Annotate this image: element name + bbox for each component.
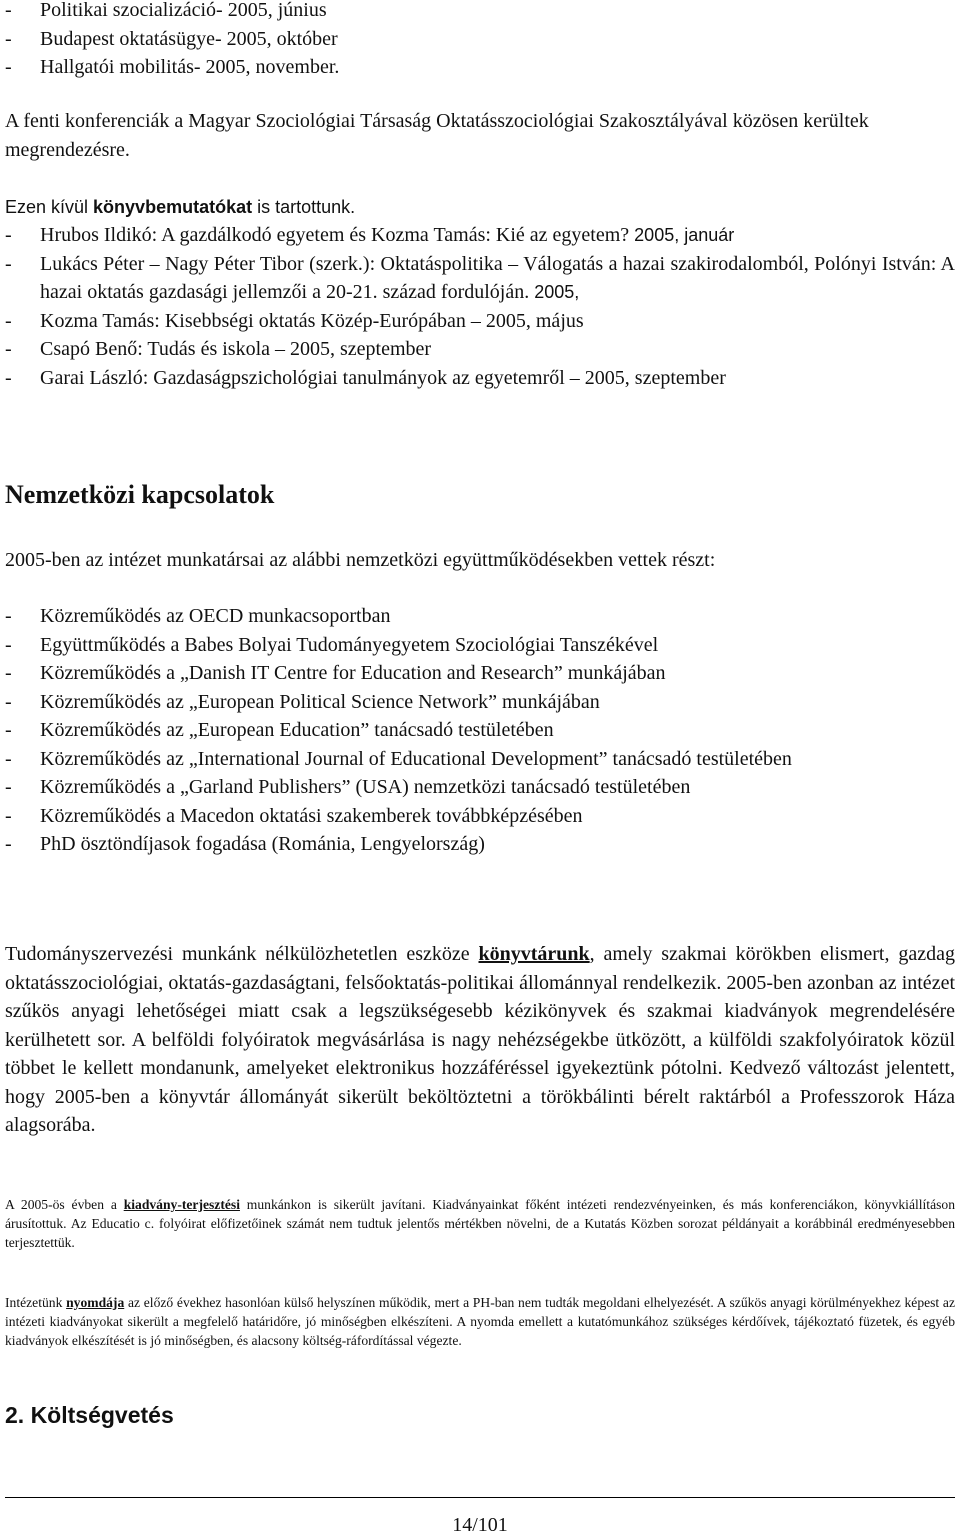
list-item: - Lukács Péter – Nagy Péter Tibor (szerk.): Oktatáspolitika – Válogatás a hazai szakirodalomból, Polónyi István: A hazai oktatás gazdasági jellemzői a 20-21. század fordulóján. 2005, — [5, 252, 955, 303]
page-number: 14/101 — [452, 1514, 508, 1536]
list-item: - PhD ösztöndíjasok fogadása (Románia, Lengyelország) — [5, 833, 485, 855]
list-item: - Közreműködés a Macedon oktatási szakemberek továbbképzésében — [5, 804, 583, 827]
conference-paragraph: A fenti konferenciák a Magyar Szociológiai Társaság Oktatásszociológiai Szakosztályával közösen kerültek megrendezésre. — [5, 110, 869, 161]
list-item: - Hrubos Ildikó: A gazdálkodó egyetem és Kozma Tamás: Kié az egyetem? 2005, január — [5, 224, 735, 246]
library-paragraph: Tudományszervezési munkánk nélkülözhetetlen eszköze könyvtárunk, amely szakmai körökben elismert, gazdag oktatásszociológiai, oktatás-gazdaságtani, felsőoktatás-politikai állománnyal rendelkezik. 2005-ben azonban az intézet szűkös anyagi lehetőségei miatt csak a legszükségesebb kézikönyvek és szakmai kiadványok megrendelésére kerülhetett sor. A belföldi folyóiratok megvásárlása is nagy nehézségekbe ütközött, a külföldi szakfolyóiratok közül többet le kellett mondanunk, amelyeket elektronikus hozzáféréssel igyekeztünk pótolni. Kedvező változást jelentett, hogy 2005-ben a könyvtár állományát sikerült beköltöztetni a törökbálinti bérelt raktárból a Professzorok Háza alagsorába. — [5, 943, 955, 1136]
list-item: - Budapest oktatásügye- 2005, október — [5, 27, 338, 50]
list-item: - Közreműködés az „European Education” tanácsadó testületében — [5, 719, 554, 741]
printing-paragraph: Intézetünk nyomdája az előző évekhez hasonlóan külső helyszínen működik, mert a PH-ban nem tudták megoldani elhelyezését. A szűkös anyagi körülményekhez képest az intézeti kiadványokat sikerült a megfelelő határidőre, jó minőségben elkészíteni. A nyomda emellett a kutatómunkához szükséges kérdőívek, tájékoztató füzetek, és egyéb kiadványok elkészítését is jó minőségben, és alacsony költség-ráfordítással végezte. — [5, 1295, 955, 1348]
list-item: - Közreműködés a „Garland Publishers” (USA) nemzetközi tanácsadó testületében — [5, 776, 691, 798]
list-item: - Kozma Tamás: Kisebbségi oktatás Közép-Európában – 2005, május — [5, 309, 584, 332]
international-intro: 2005-ben az intézet munkatársai az alábbi nemzetközi együttműködésekben vettek részt: — [5, 549, 716, 571]
distribution-paragraph: A 2005-ös évben a kiadvány-terjesztési munkánkon is sikerült javítani. Kiadványainkat főként intézeti rendezvényeinken, és más konferenciákon, könyvkiállításon árusítottuk. Az Educatio c. folyóirat előfizetőinek számát nem tudtuk jelentős mértékben növelni, de a Kutatás Közben sorozat példányait a korábbinál eredményesebben terjesztettük. — [5, 1197, 955, 1250]
section-heading-international: Nemzetközi kapcsolatok — [5, 480, 275, 509]
list-item: - Politikai szocializáció- 2005, június — [5, 0, 327, 21]
book-presentation-list — [5, 221, 955, 392]
library-keyword: könyvtárunk — [478, 943, 590, 965]
distribution-keyword: kiadvány-terjesztési — [123, 1197, 240, 1212]
list-item: - Garai László: Gazdaságpszichológiai tanulmányok az egyetemről – 2005, szeptember — [5, 366, 726, 389]
international-list — [5, 602, 955, 859]
list-item: - Közreműködés a „Danish IT Centre for Education and Research” munkájában — [5, 662, 666, 684]
list-item: - Csapó Benő: Tudás és iskola – 2005, szeptember — [5, 338, 432, 360]
list-item: - Közreműködés az „European Political Science Network” munkájában — [5, 690, 600, 713]
book-presentation-intro: Ezen kívül könyvbemutatókat is tartottunk. — [5, 197, 356, 217]
printing-keyword: nyomdája — [66, 1295, 125, 1310]
conference-list — [5, 0, 955, 82]
list-item: - Közreműködés az OECD munkacsoportban — [5, 605, 391, 627]
list-item: - Hallgatói mobilitás- 2005, november. — [5, 56, 340, 78]
list-item: - Közreműködés az „International Journal of Educational Development” tanácsadó testületében — [5, 747, 792, 770]
footer-divider — [5, 1497, 955, 1498]
section-heading-budget: 2. Költségvetés — [5, 1402, 174, 1428]
list-item: - Együttműködés a Babes Bolyai Tudományegyetem Szociológiai Tanszékével — [5, 633, 659, 656]
